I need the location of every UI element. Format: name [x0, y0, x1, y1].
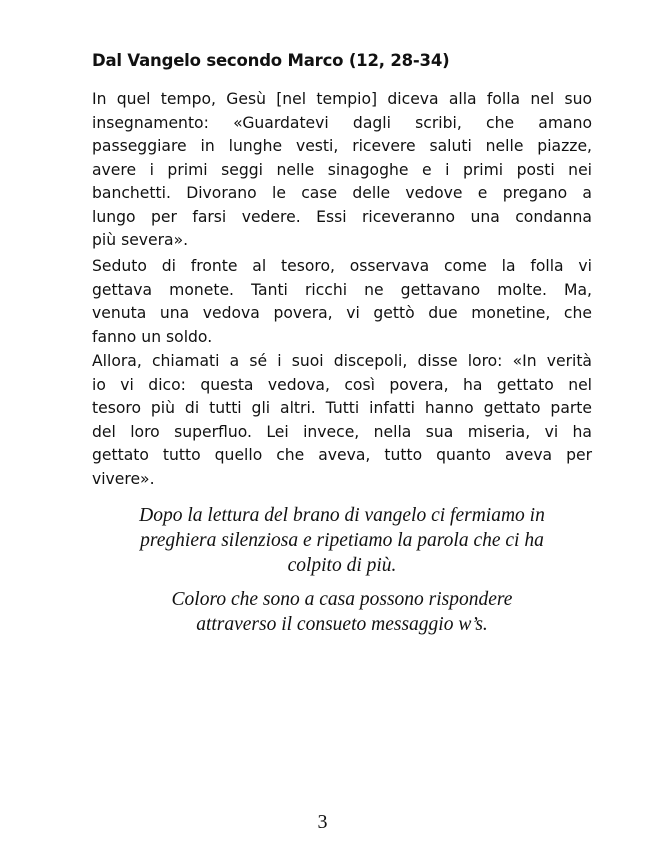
text-line: del loro superfluo. Lei invece, nella sua miseria, vi ha: [92, 422, 592, 441]
text-line: Allora, chiamati a sé i suoi discepoli, disse loro: «In verità: [92, 352, 592, 370]
text-line: più severa».: [92, 231, 189, 249]
text-line: banchetti. Divorano le case delle vedove e pregano a: [92, 184, 592, 202]
text-line: Seduto di fronte al tesoro, osservava come la folla vi: [92, 257, 592, 275]
text-line: passeggiare in lunghe vesti, ricevere saluti nelle piazze,: [92, 137, 592, 155]
note-line: Coloro che sono a casa possono rispondere: [171, 589, 513, 610]
note-line: colpito di più.: [287, 555, 397, 576]
text-line: insegnamento: «Guardatevi dagli scribi, che amano: [92, 113, 592, 132]
gospel-paragraph-2: [92, 255, 592, 349]
text-line: gettato tutto quello che aveva, tutto quanto aveva per: [92, 446, 592, 464]
text-line: lungo per farsi vedere. Essi riceveranno una condanna: [92, 207, 592, 226]
text-line: fanno un soldo.: [92, 327, 213, 346]
gospel-paragraph-3: [92, 350, 592, 491]
note-line: Dopo la lettura del brano di vangelo ci fermiamo in: [139, 505, 545, 526]
text-line: venuta una vedova povera, vi gettò due monetine, che: [92, 304, 592, 322]
instruction-note-2: [92, 587, 592, 637]
page-number: 3: [317, 811, 328, 833]
instruction-note-1: [92, 503, 592, 578]
document-title: Dal Vangelo secondo Marco (12, 28-34): [92, 51, 450, 70]
note-line: preghiera silenziosa e ripetiamo la parola che ci ha: [140, 530, 544, 551]
note-line: attraverso il consueto messaggio w’s.: [196, 614, 488, 635]
text-line: vivere».: [92, 469, 155, 488]
text-line: tesoro più di tutti gli altri. Tutti infatti hanno gettato parte: [92, 399, 592, 417]
text-line: avere i primi seggi nelle sinagoghe e i primi posti nei: [92, 160, 592, 179]
text-line: In quel tempo, Gesù [nel tempio] diceva alla folla nel suo: [92, 90, 592, 108]
text-line: io vi dico: questa vedova, così povera, ha gettato nel: [92, 375, 592, 394]
text-line: gettava monete. Tanti ricchi ne gettavano molte. Ma,: [92, 280, 592, 299]
gospel-paragraph-1: [92, 88, 592, 253]
